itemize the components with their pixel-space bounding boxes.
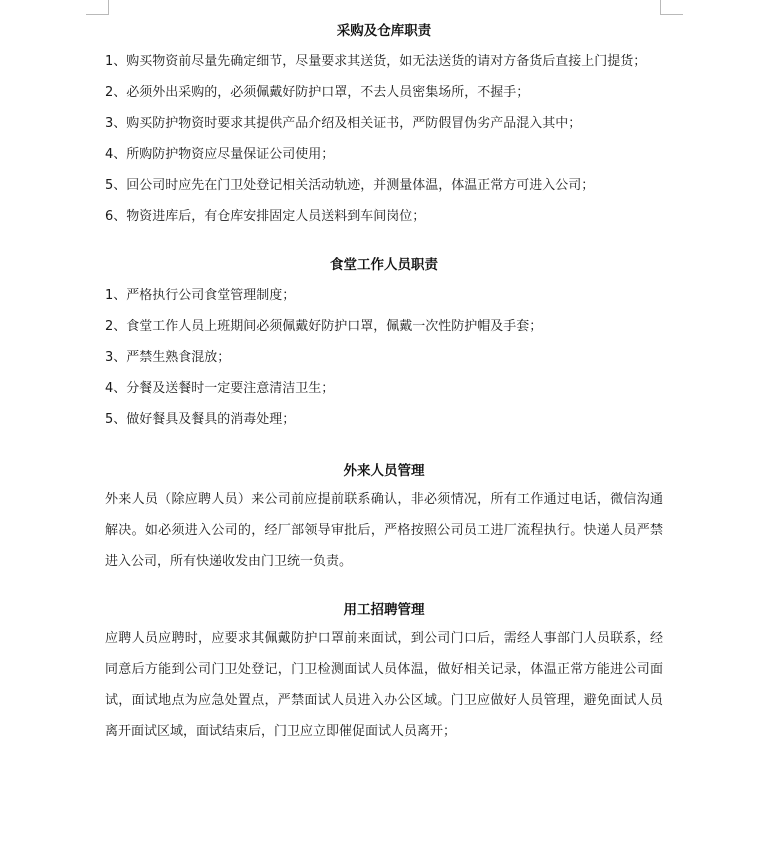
section-title: 外来人员管理 bbox=[343, 463, 425, 479]
section-procurement-warehouse bbox=[105, 18, 663, 232]
list-item: 3、严禁生熟食混放； bbox=[105, 350, 231, 365]
page-corner-mark-right bbox=[660, 0, 683, 15]
document-page bbox=[105, 18, 663, 747]
paragraph: 应聘人员应聘时，应要求其佩戴防护口罩前来面试，到公司门口后，需经人事部门人员联系，经同意后方能到公司门卫处登记，门卫检测面试人员体温，做好相关记录，体温正常方能进公司面试，面试地点为应急处置点，严禁面试人员进入办公区域。门卫应做好人员管理，避免面试人员离开面试区域，面试结束后，门卫应立即催促面试人员离开； bbox=[105, 631, 663, 739]
list-item: 4、分餐及送餐时一定要注意清洁卫生； bbox=[105, 381, 335, 396]
list-item: 1、严格执行公司食堂管理制度； bbox=[105, 288, 296, 303]
section-visitor-management bbox=[105, 458, 663, 577]
list-item: 3、购买防护物资时要求其提供产品介绍及相关证书，严防假冒伪劣产品混入其中； bbox=[105, 116, 582, 131]
section-canteen-staff bbox=[105, 252, 663, 435]
list-item: 5、做好餐具及餐具的消毒处理； bbox=[105, 412, 296, 427]
list-item: 1、购买物资前尽量先确定细节，尽量要求其送货，如无法送货的请对方备货后直接上门提货； bbox=[105, 54, 647, 69]
section-title: 用工招聘管理 bbox=[343, 602, 425, 618]
list-item: 6、物资进库后，有仓库安排固定人员送料到车间岗位； bbox=[105, 209, 426, 224]
list-item: 4、所购防护物资应尽量保证公司使用； bbox=[105, 147, 335, 162]
paragraph: 外来人员（除应聘人员）来公司前应提前联系确认，非必须情况，所有工作通过电话，微信沟通解决。如必须进入公司的，经厂部领导审批后，严格按照公司员工进厂流程执行。快递人员严禁进入公司，所有快递收发由门卫统一负责。 bbox=[105, 492, 663, 569]
list-item: 2、必须外出采购的，必须佩戴好防护口罩，不去人员密集场所，不握手； bbox=[105, 85, 530, 100]
section-title: 食堂工作人员职责 bbox=[330, 257, 438, 273]
page-corner-mark-left bbox=[86, 0, 109, 15]
list-item: 5、回公司时应先在门卫处登记相关活动轨迹，并测量体温，体温正常方可进入公司； bbox=[105, 178, 595, 193]
list-item: 2、食堂工作人员上班期间必须佩戴好防护口罩，佩戴一次性防护帽及手套； bbox=[105, 319, 543, 334]
section-title: 采购及仓库职责 bbox=[336, 23, 432, 39]
section-recruitment-management bbox=[105, 597, 663, 747]
